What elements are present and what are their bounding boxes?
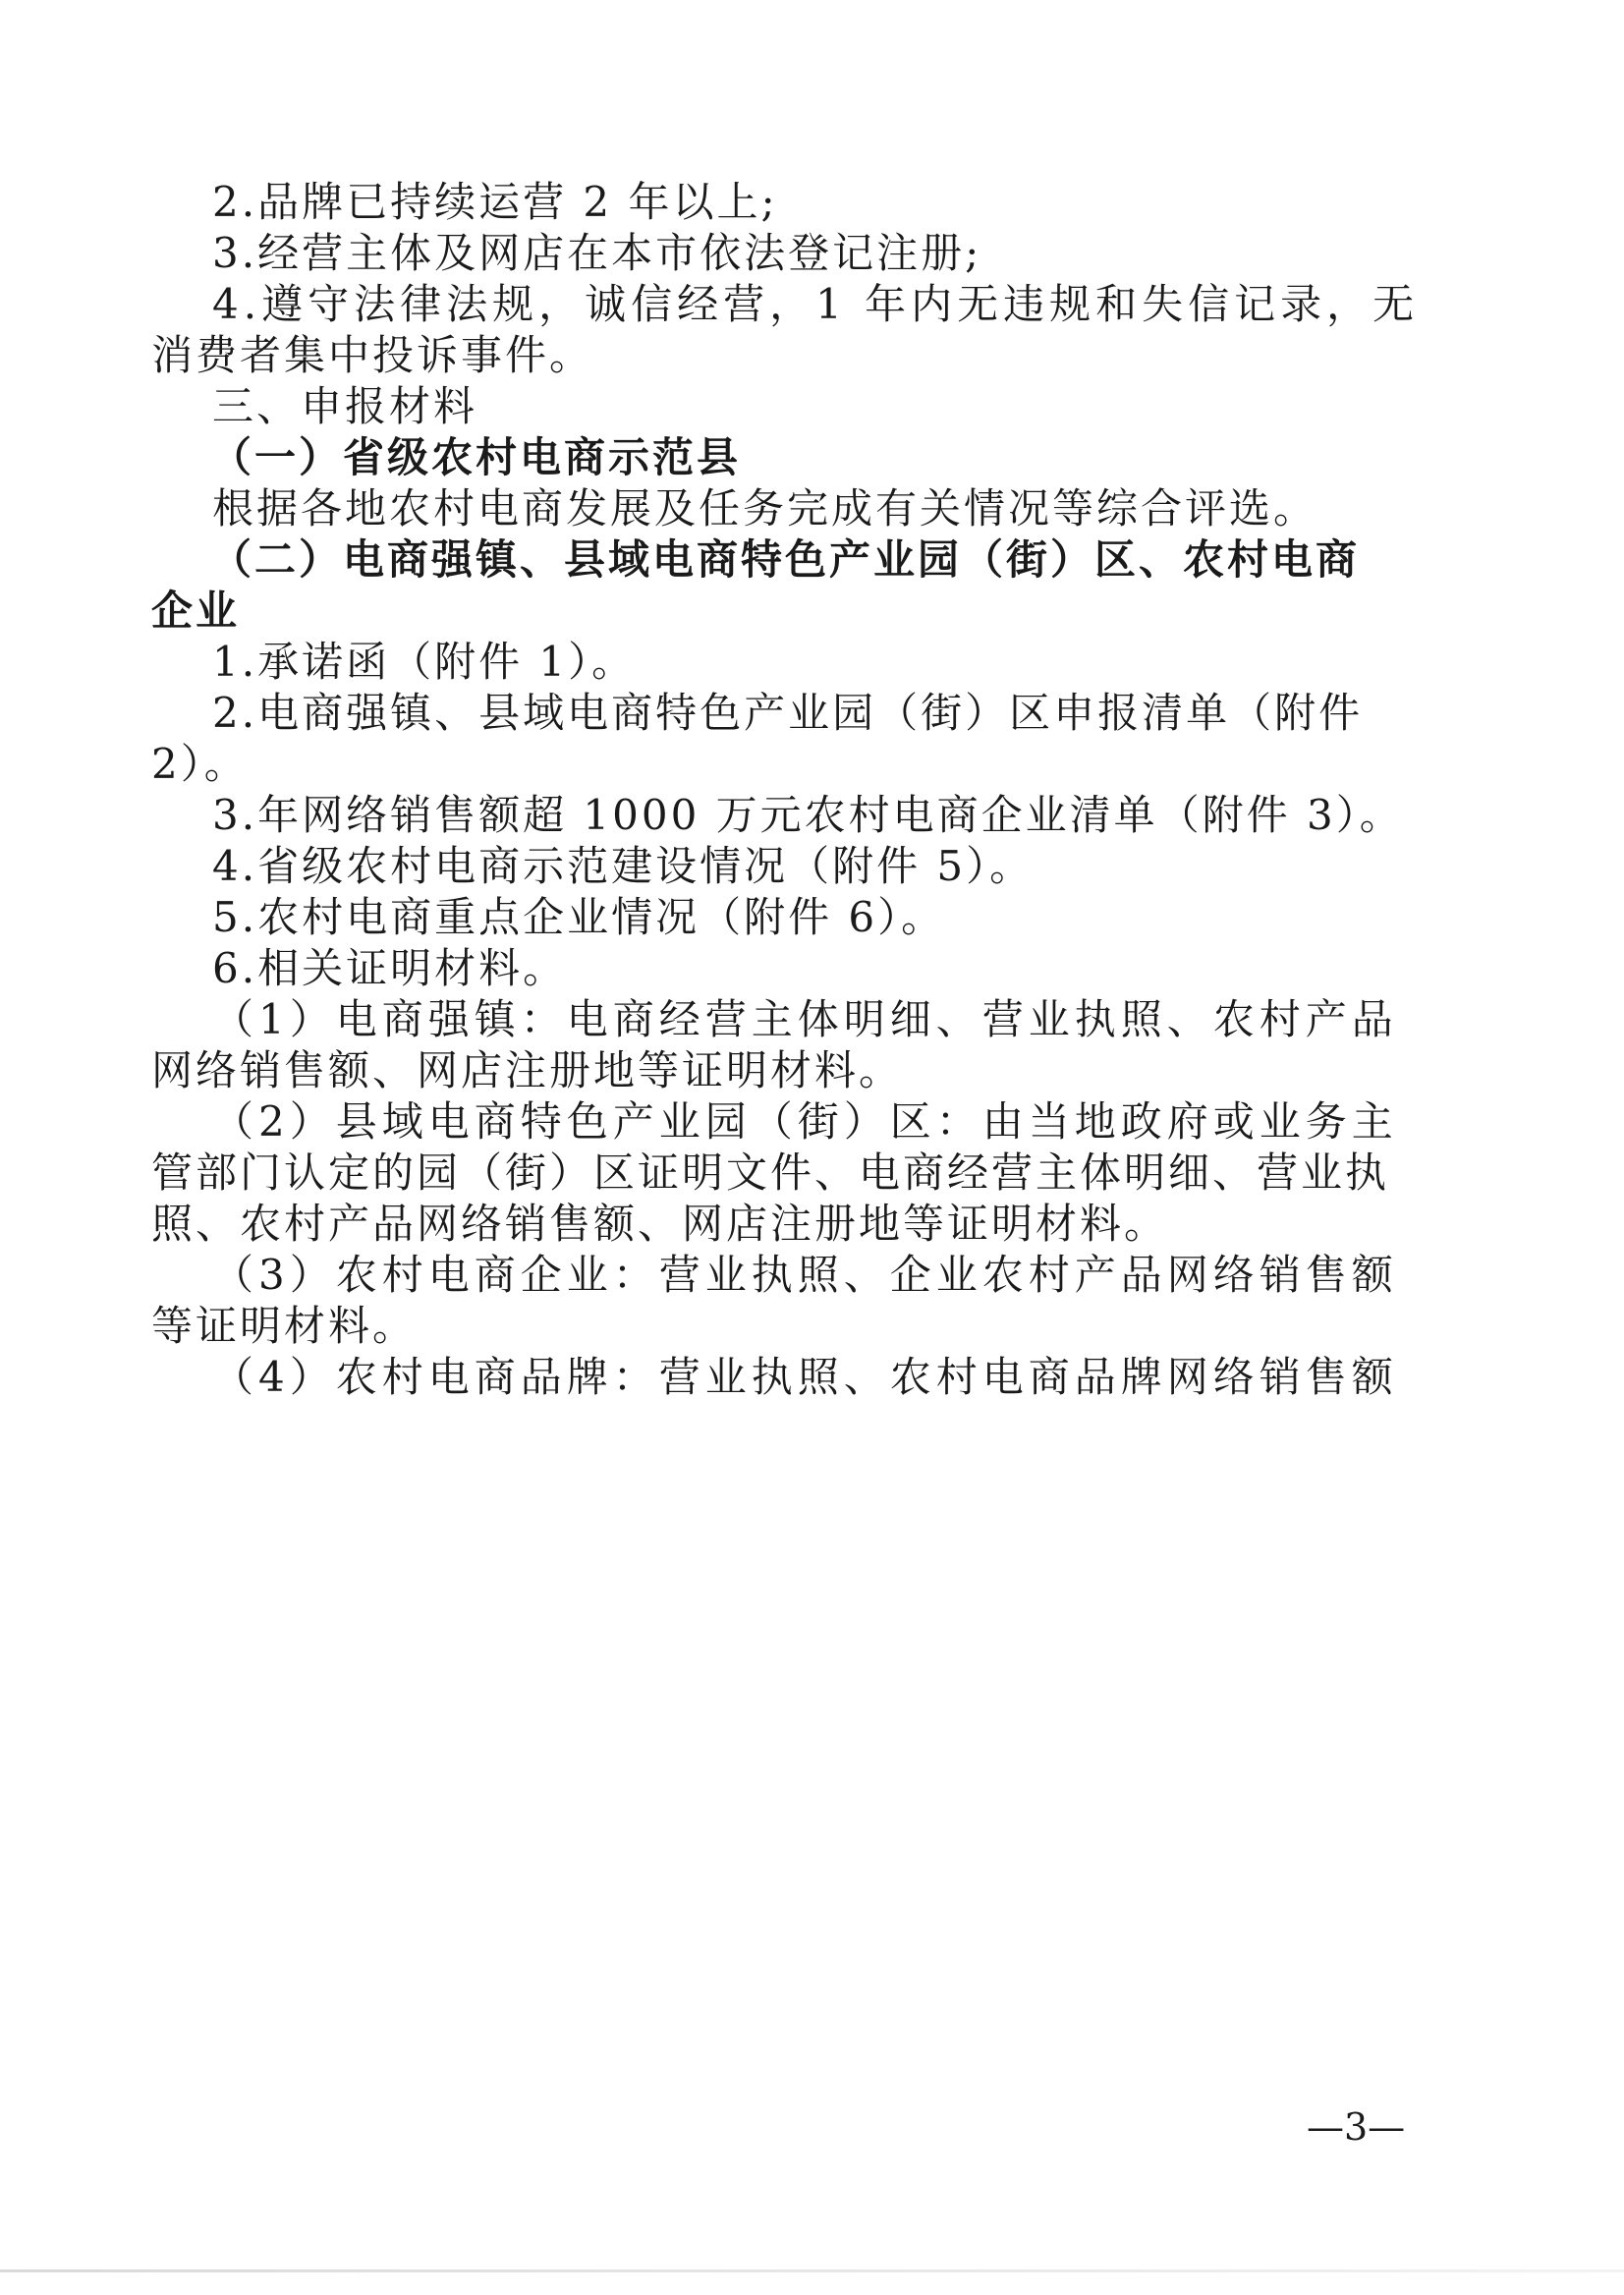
- text-line: 等证明材料。: [151, 1302, 418, 1350]
- text-line: 2.电商强镇、县域电商特色产业园（街）区申报清单（附件: [212, 689, 1364, 737]
- text-line: 消费者集中投诉事件。: [151, 331, 594, 379]
- text-line: 1.承诺函（附件 1）。: [212, 638, 637, 686]
- subsection-heading-continued: 企业: [151, 587, 241, 635]
- text-line: 4.遵守法律法规，诚信经营，1 年内无违规和失信记录，无: [212, 280, 1420, 328]
- text-line: 4.省级农村电商示范建设情况（附件 5）。: [212, 842, 1035, 890]
- text-line: （2）县域电商特色产业园（街）区：由当地政府或业务主: [212, 1097, 1398, 1146]
- text-line: 网络销售额、网店注册地等证明材料。: [151, 1046, 904, 1094]
- scan-edge-divider: [0, 2269, 1624, 2272]
- text-line: （1）电商强镇：电商经营主体明细、营业执照、农村产品: [212, 995, 1398, 1043]
- text-line: 管部门认定的园（街）区证明文件、电商经营主体明细、营业执: [151, 1148, 1390, 1197]
- text-line: 根据各地农村电商发展及任务完成有关情况等综合评选。: [212, 484, 1318, 532]
- text-line: 2.品牌已持续运营 2 年以上;: [212, 178, 778, 226]
- text-line: （4）农村电商品牌：营业执照、农村电商品牌网络销售额: [212, 1353, 1398, 1401]
- text-line: （3）农村电商企业：营业执照、企业农村产品网络销售额: [212, 1251, 1398, 1299]
- text-line: 3.经营主体及网店在本市依法登记注册;: [212, 229, 982, 277]
- section-heading: 三、申报材料: [212, 382, 478, 430]
- page-number: —3—: [1307, 2105, 1406, 2149]
- text-line: 5.农村电商重点企业情况（附件 6）。: [212, 893, 946, 941]
- text-line: 照、农村产品网络销售额、网店注册地等证明材料。: [151, 1200, 1169, 1248]
- subsection-heading: （一）省级农村电商示范县: [210, 433, 742, 481]
- text-line: 3.年网络销售额超 1000 万元农村电商企业清单（附件 3）。: [212, 791, 1404, 839]
- text-line: 6.相关证明材料。: [212, 944, 568, 992]
- text-line: 2）。: [151, 740, 249, 788]
- subsection-heading: （二）电商强镇、县域电商特色产业园（街）区、农村电商: [210, 535, 1361, 584]
